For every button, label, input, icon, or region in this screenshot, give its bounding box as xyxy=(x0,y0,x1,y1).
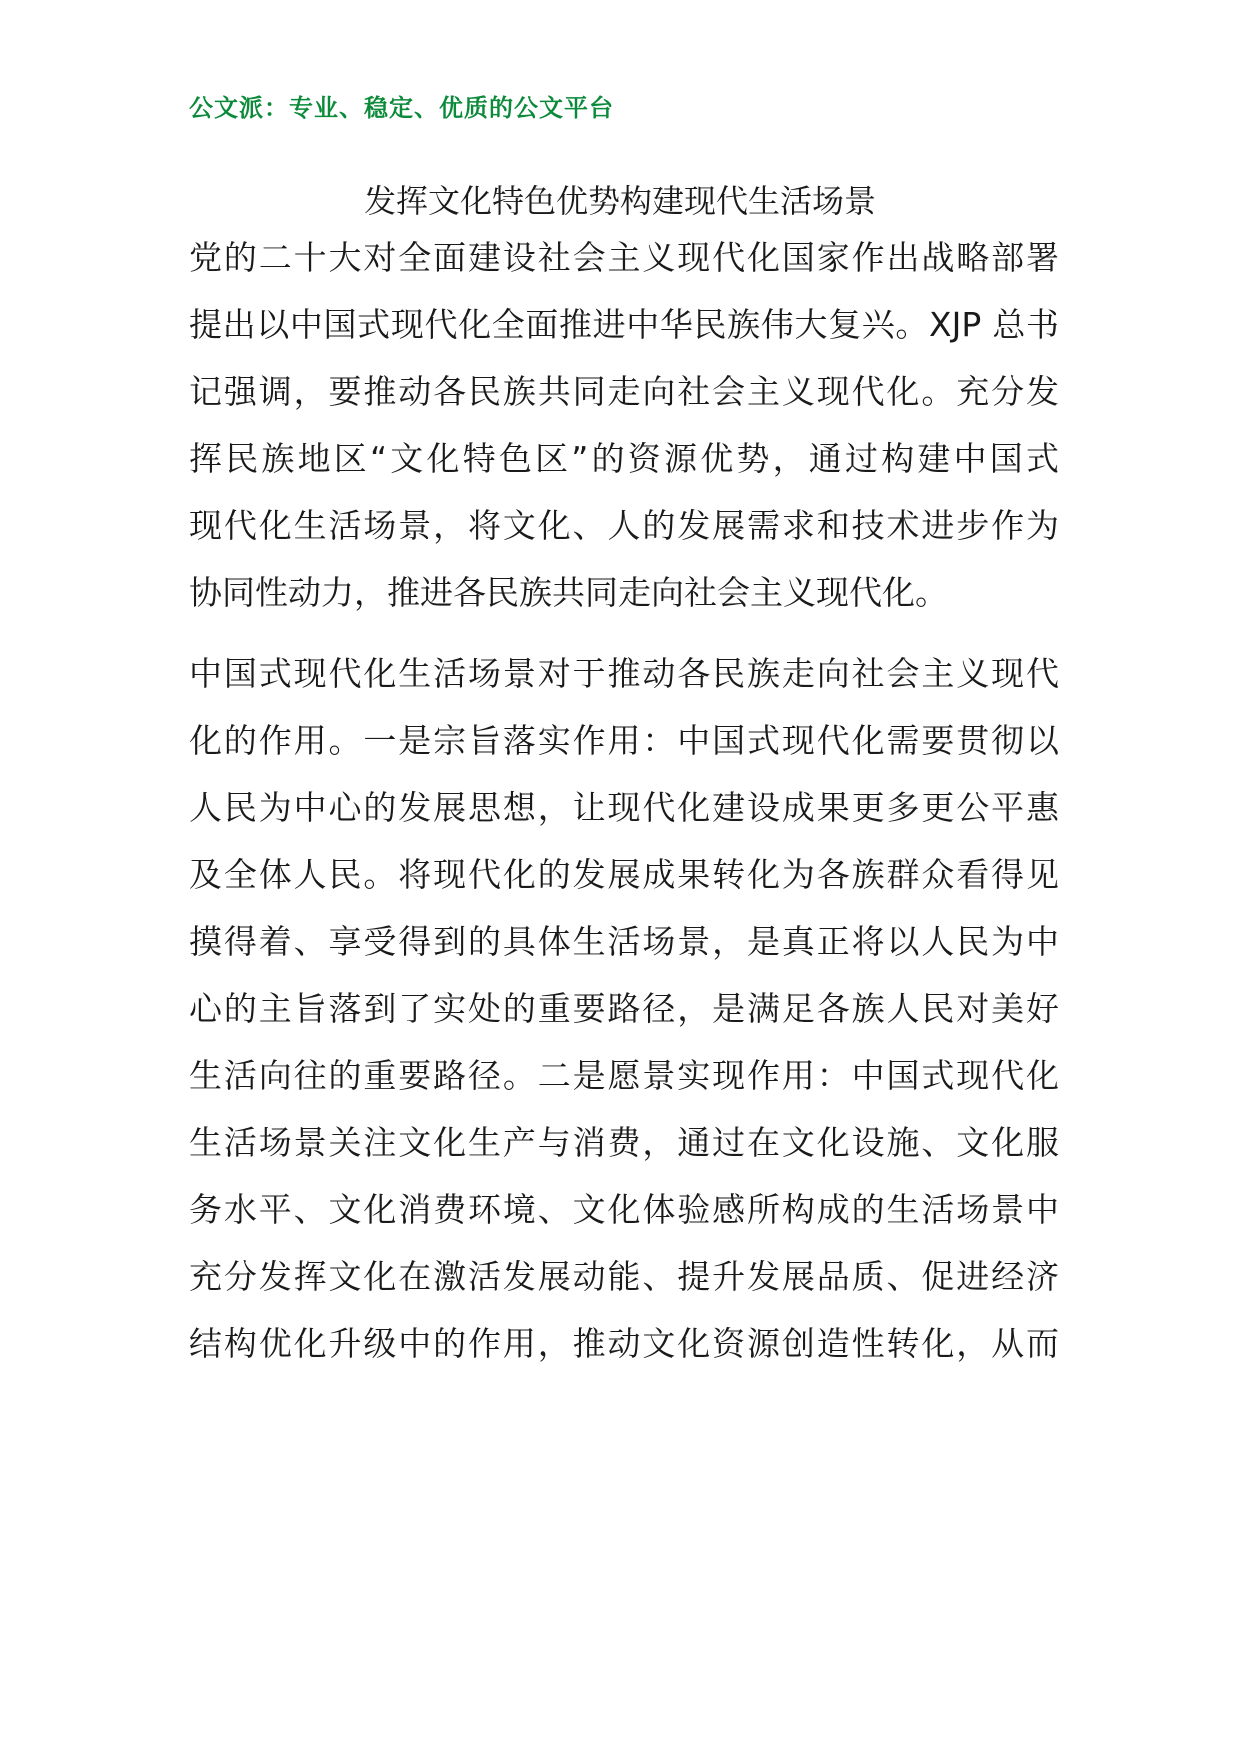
paragraph-1-line: 记强调，要推动各民族共同走向社会主义现代化。充分发 xyxy=(189,372,1059,411)
paragraph-2-line: 务水平、文化消费环境、文化体验感所构成的生活场景中 xyxy=(189,1190,1059,1229)
paragraph-2-line: 摸得着、享受得到的具体生活场景，是真正将以人民为中 xyxy=(189,922,1059,961)
paragraph-2-line: 结构优化升级中的作用，推动文化资源创造性转化，从而 xyxy=(189,1324,1059,1363)
paragraph-2-line: 生活向往的重要路径。二是愿景实现作用：中国式现代化 xyxy=(189,1056,1059,1095)
paragraph-2-line: 及全体人民。将现代化的发展成果转化为各族群众看得见 xyxy=(189,855,1059,894)
paragraph-1-line: 现代化生活场景，将文化、人的发展需求和技术进步作为 xyxy=(189,506,1059,545)
paragraph-2-line: 中国式现代化生活场景对于推动各民族走向社会主义现代 xyxy=(189,654,1059,693)
paragraph-2-line: 心的主旨落到了实处的重要路径，是满足各族人民对美好 xyxy=(189,989,1059,1028)
paragraph-1-line: 提出以中国式现代化全面推进中华民族伟大复兴。XJP 总书 xyxy=(189,305,1059,344)
page-title: 发挥文化特色优势构建现代生活场景 xyxy=(363,182,876,220)
site-slogan: 公文派：专业、稳定、优质的公文平台 xyxy=(189,94,614,122)
paragraph-2-line: 人民为中心的发展思想，让现代化建设成果更多更公平惠 xyxy=(189,788,1059,827)
paragraph-1-line: 党的二十大对全面建设社会主义现代化国家作出战略部署 xyxy=(189,238,1059,277)
paragraph-1-line: 挥民族地区“文化特色区”的资源优势，通过构建中国式 xyxy=(189,439,1059,478)
paragraph-2-line: 充分发挥文化在激活发展动能、提升发展品质、促进经济 xyxy=(189,1257,1059,1296)
paragraph-2-line: 化的作用。一是宗旨落实作用：中国式现代化需要贯彻以 xyxy=(189,721,1059,760)
paragraph-2-line: 生活场景关注文化生产与消费，通过在文化设施、文化服 xyxy=(189,1123,1059,1162)
paragraph-1-line: 协同性动力，推进各民族共同走向社会主义现代化。 xyxy=(189,573,948,612)
